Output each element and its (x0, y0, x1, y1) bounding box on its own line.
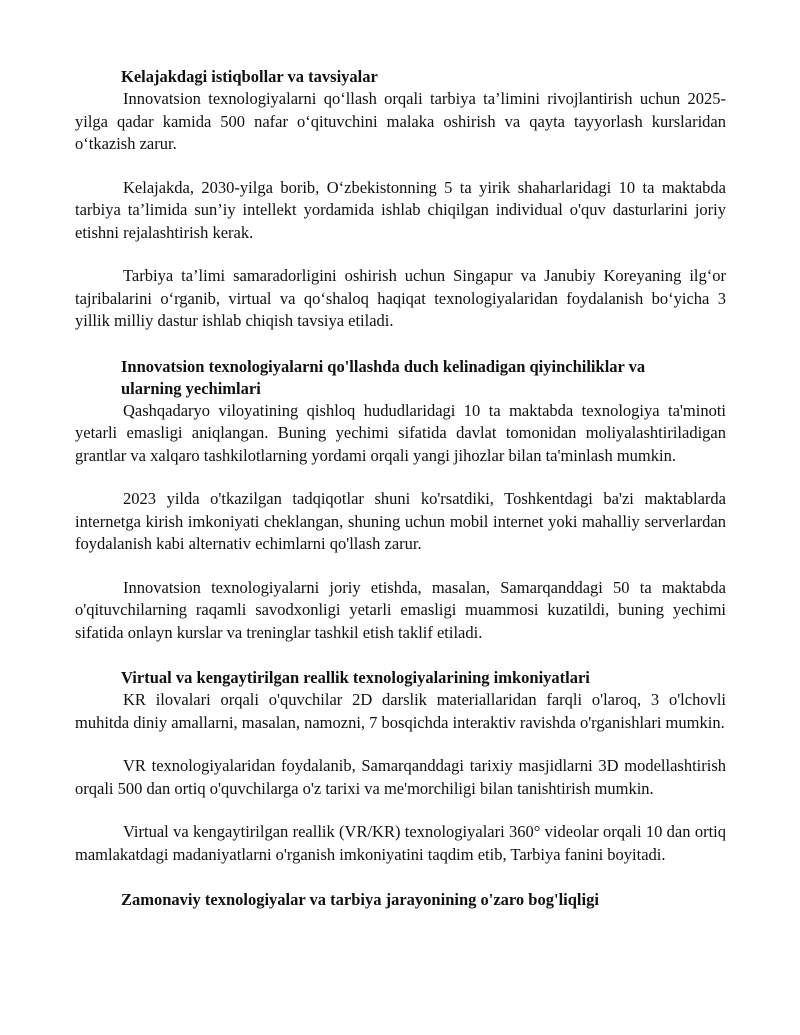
paragraph: Qashqadaryo viloyatining qishloq hududlaridagi 10 ta maktabda texnologiya ta'minoti yetarli emasligi aniqlangan. Buning yechimi sifatida davlat tomonidan moliyalashtiriladigan grantlar va xalqaro tashkilotlarning yordami orqali yangi jihozlar bilan ta'minlash mumkin. (75, 400, 726, 465)
paragraph: Virtual va kengaytirilgan reallik (VR/KR) texnologiyalari 360° videolar orqali 10 dan ortiq mamlakatdagi madaniyatlarni o'rganish imkoniyatini taqdim etib, Tarbiya fanini boyitadi. (75, 822, 726, 864)
paragraph: Tarbiya ta’limi samaradorligini oshirish uchun Singapur va Janubiy Koreyaning ilg‘or tajribalarini o‘rganib, virtual va qo‘shaloq haqiqat texnologiyalaridan foydalanish bo‘yicha 3 yillik milliy dastur ishlab chiqish tavsiya etiladi. (75, 266, 726, 330)
section-heading-vr-ar: Virtual va kengaytirilgan reallik texnologiyalarining imkoniyatlari (121, 668, 590, 687)
paragraph: KR ilovalari orqali o'quvchilar 2D darslik materiallaridan farqli o'laroq, 3 o'lchovli muhitda diniy amallarni, masalan, namozni, 7 bosqichda interaktiv ravishda o'rganishlari mumkin. (75, 690, 726, 732)
section-heading-challenges: Innovatsion texnologiyalarni qo'llashda duch kelinadigan qiyinchiliklar va ularning yechimlari (121, 356, 646, 398)
section-heading-modern-tech: Zamonaviy texnologiyalar va tarbiya jarayonining o'zaro bog'liqligi (121, 890, 599, 909)
paragraph: Innovatsion texnologiyalarni qo‘llash orqali tarbiya ta’limini rivojlantirish uchun 2025-yilga qadar kamida 500 nafar o‘qituvchini malaka oshirish va qayta tayyorlash kurslaridan o‘tkazish zarur. (75, 89, 726, 153)
paragraph: Kelajakda, 2030-yilga borib, O‘zbekistonning 5 ta yirik shaharlaridagi 10 ta maktabda tarbiya ta’limida sun’iy intellekt yordamida ishlab chiqilgan individual o'quv dasturlarini joriy etishni rejalashtirish kerak. (75, 177, 726, 242)
section-heading-future-prospects: Kelajakdagi istiqbollar va tavsiyalar (121, 67, 378, 86)
paragraph: Innovatsion texnologiyalarni joriy etishda, masalan, Samarqanddagi 50 ta maktabda o'qituvchilarning raqamli savodxonligi yetarli emasligi muammosi kuzatildi, buning yechimi sifatida onlayn kurslar va treninglar tashkil etish taklif etiladi. (75, 577, 726, 642)
paragraph: VR texnologiyalaridan foydalanib, Samarqanddagi tarixiy masjidlarni 3D modellashtirish orqali 500 dan ortiq o'quvchilarga o'z tarixi va me'morchiligi bilan tanishtirish mumkin. (75, 756, 726, 798)
paragraph: 2023 yilda o'tkazilgan tadqiqotlar shuni ko'rsatdiki, Toshkentdagi ba'zi maktablarda internetga kirish imkoniyati cheklangan, shuning uchun mobil internet yoki mahalliy serverlardan foydalanish kabi alternativ echimlarni qo'llash zarur. (75, 489, 726, 553)
document-page (75, 66, 726, 911)
